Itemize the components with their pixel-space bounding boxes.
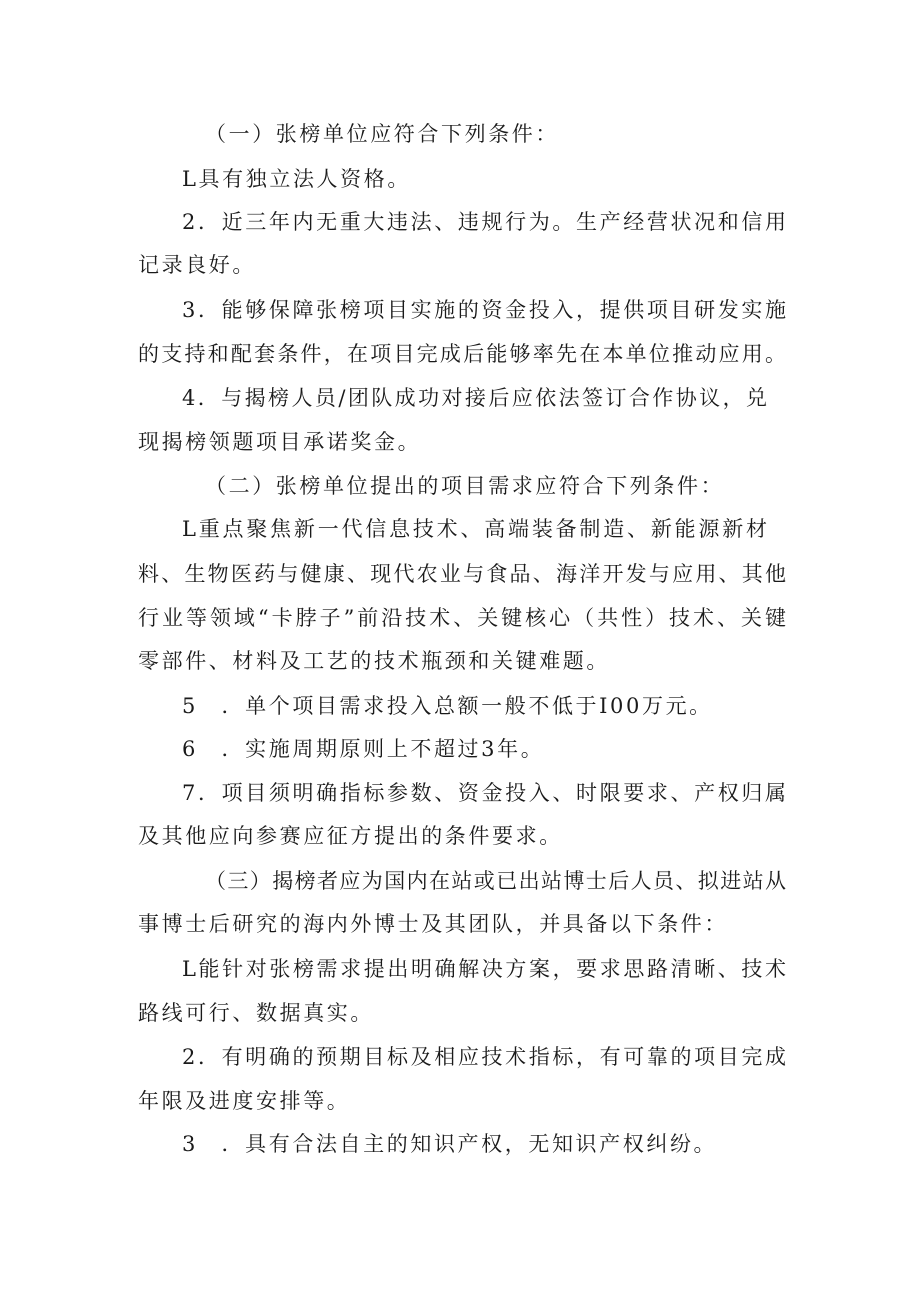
paragraph-line: 料、生物医药与健康、现代农业与食品、海洋开发与应用、其他 <box>138 562 786 586</box>
paragraph-line: 5 ．单个项目需求投入总额一般不低于I00万元。 <box>182 694 713 718</box>
paragraph-line: 3．能够保障张榜项目实施的资金投入，提供项目研发实施 <box>182 298 786 322</box>
paragraph-line: 记录良好。 <box>138 253 256 277</box>
paragraph-line: L能针对张榜需求提出明确解决方案，要求思路清晰、技术 <box>182 957 786 981</box>
heading-2: （二）张榜单位提出的项目需求应符合下列条件： <box>205 474 725 498</box>
heading-3: （三）揭榜者应为国内在站或已出站博士后人员、拟进站从 <box>205 869 786 893</box>
paragraph-line: 年限及进度安排等。 <box>138 1089 351 1113</box>
paragraph-line: 4．与揭榜人员/团队成功对接后应依法签订合作协议，兑 <box>182 386 767 410</box>
paragraph-line: 现揭榜领题项目承诺奖金。 <box>138 430 422 454</box>
paragraph-line: 2．有明确的预期目标及相应技术指标，有可靠的项目完成 <box>182 1045 786 1069</box>
paragraph-line: 事博士后研究的海内外博士及其团队，并具备以下条件： <box>138 912 728 936</box>
paragraph-line: 2．近三年内无重大违法、违规行为。生产经营状况和信用 <box>182 210 786 234</box>
paragraph-line: 路线可行、数据真实。 <box>138 1001 374 1025</box>
paragraph-line: 3 ．具有合法自主的知识产权，无知识产权纠纷。 <box>182 1132 718 1156</box>
paragraph-line: 零部件、材料及工艺的技术瓶颈和关键难题。 <box>138 649 610 673</box>
paragraph-line: 行业等领域“卡脖子”前沿技术、关键核心（共性）技术、关键 <box>138 606 786 630</box>
paragraph-line: L具有独立法人资格。 <box>182 167 411 191</box>
paragraph-line: 及其他应向参赛应征方提出的条件要求。 <box>138 824 563 848</box>
paragraph-line: 7．项目须明确指标参数、资金投入、时限要求、产权归属 <box>182 781 786 805</box>
heading-1: （一）张榜单位应符合下列条件： <box>205 122 559 146</box>
paragraph-line: 的支持和配套条件，在项目完成后能够率先在本单位推动应用。 <box>138 342 786 366</box>
paragraph-line: L重点聚焦新一代信息技术、高端装备制造、新能源新材 <box>182 517 767 541</box>
paragraph-line: 6 ．实施周期原则上不超过3年。 <box>182 737 545 761</box>
